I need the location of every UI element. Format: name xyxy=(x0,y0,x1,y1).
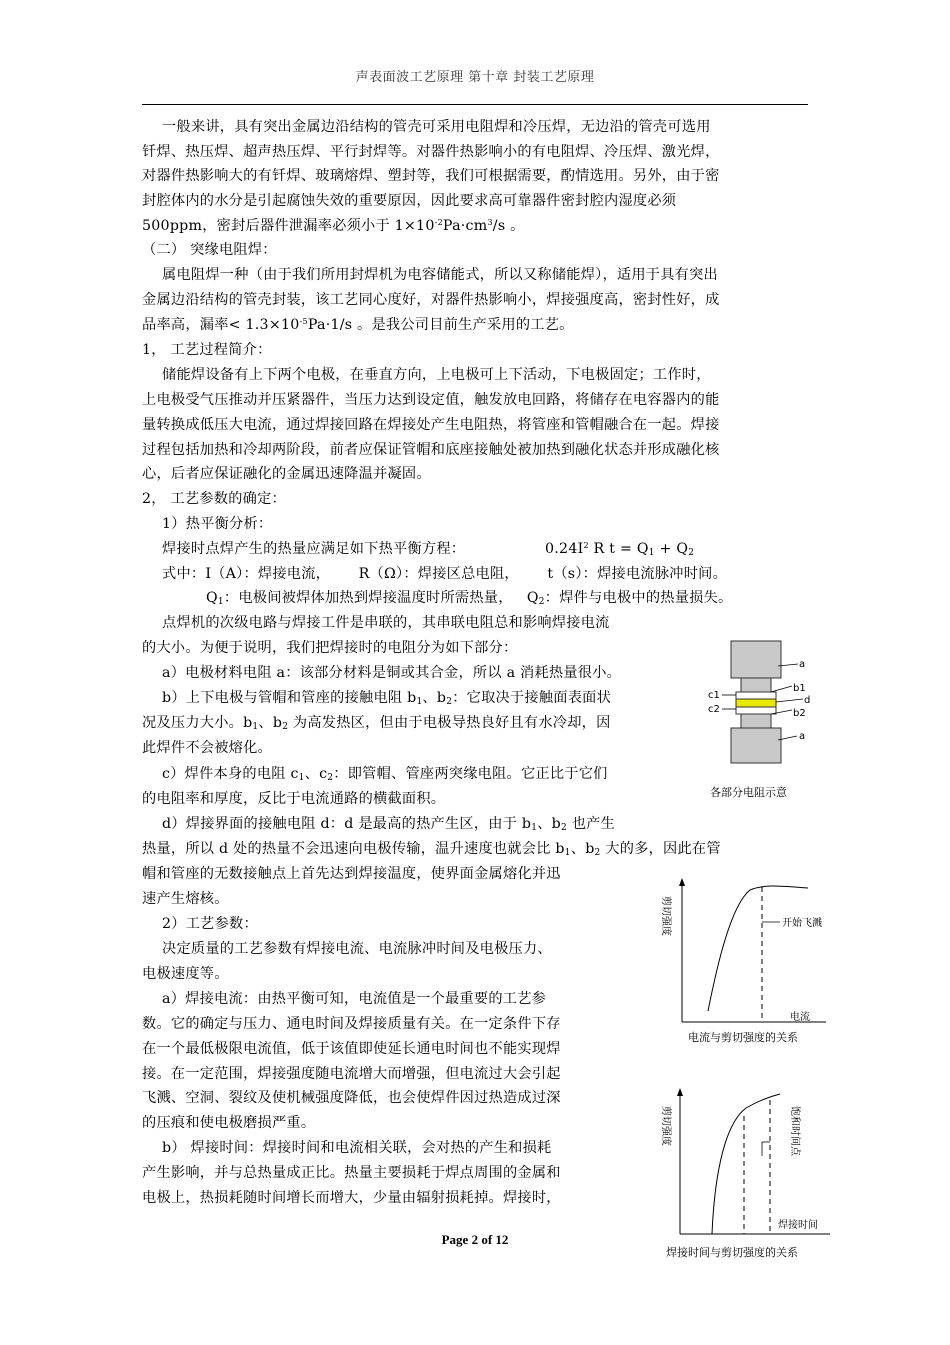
label-a-upper: a xyxy=(799,659,806,670)
text-line: 在一个最低极限电流值，低于该值即使延长通电时间也不能实现焊 xyxy=(142,1041,561,1057)
text-line: 对器件热影响大的有钎焊、玻璃熔焊、塑封等，我们可根据需要，酌情选用。另外，由于密 xyxy=(142,168,720,184)
text-line: c）焊件本身的电阻 $c_1$、$c_2$：即管帽、管座两突缘电阻。它正比于它们 xyxy=(162,766,608,783)
text-line: 500ppm，密封后器件泄漏率必须小于 $1\times 10^{-2}Pa\cdot cm^3/s$ 。 xyxy=(142,218,525,234)
text-line: 封腔体内的水分是引起腐蚀失效的重要原因，因此要求高可靠器件密封腔内湿度必须 xyxy=(142,193,677,209)
label-d: d xyxy=(804,695,811,706)
text-line: 属电阻焊一种（由于我们所用封焊机为电容储能式，所以又称储能焊），适用于具有突出 xyxy=(162,267,718,283)
resistance-diagram xyxy=(700,636,820,786)
label-c2: c2 xyxy=(708,704,720,715)
text-line: 焊接时点焊产生的热量应满足如下热平衡方程： xyxy=(162,541,466,557)
cap-flange xyxy=(736,692,776,699)
text-line: 式中：I（A）：焊接电流， R（Ω）：焊接区总电阻， t（s）：焊接电流脉冲时间。 xyxy=(162,566,728,582)
y-axis-arrow-icon xyxy=(677,1088,683,1096)
text-line: 的电阻率和厚度，反比于电流通路的横截面积。 xyxy=(142,791,446,807)
figure-caption: 各部分电阻示意 xyxy=(710,786,787,799)
text-line: 况及压力大小。$b_1$、$b_2$ 为高发热区，但由于电极导热良好且有水冷却，因 xyxy=(142,715,611,732)
text-line: d）焊接界面的接触电阻 d：d 是最高的热产生区，由于 $b_1$、$b_2$ 也产生 xyxy=(162,816,616,833)
time-strength-chart xyxy=(652,1086,832,1238)
text-line: 一般来讲，具有突出金属边沿结构的管壳可采用电阻焊和冷压焊，无边沿的管壳可选用 xyxy=(162,119,711,135)
subsection-heading: 2）工艺参数： xyxy=(162,916,258,932)
splash-annotation: 开始飞溅 xyxy=(782,918,822,929)
text-line: 过程包括加热和冷却两阶段，前者应保证管帽和底座接触处被加热到融化状态并形成融化核 xyxy=(142,442,720,458)
text-line: 决定质量的工艺参数有焊接电流、电流脉冲时间及电极压力、 xyxy=(162,941,552,957)
page-footer: Page 2 of 12 xyxy=(441,1232,509,1247)
text-line: 速产生熔核。 xyxy=(142,891,229,907)
x-axis-label: 焊接时间 xyxy=(778,1220,818,1231)
x-axis-label: 电流 xyxy=(790,1012,810,1023)
text-line: 点焊机的次级电路与焊接工件是串联的，其串联电阻总和影响焊接电流 xyxy=(162,615,610,631)
upper-electrode-tip xyxy=(741,678,771,692)
text-line: 的大小。为便于说明，我们把焊接时的电阻分为如下部分： xyxy=(142,640,518,656)
text-line: $Q_1$：电极间被焊体加热到焊接温度时所需热量， $Q_2$：焊件与电极中的热量损失。 xyxy=(206,590,733,607)
text-line: 产生影响，并与总热量成正比。热量主要损耗于焊点周围的金属和 xyxy=(142,1165,561,1181)
page-header: 声表面波工艺原理 第十章 封装工艺原理 xyxy=(355,70,595,85)
text-line: b）上下电极与管帽和管座的接触电阻 $b_1$、$b_2$：它取决于接触面表面状 xyxy=(162,690,612,707)
text-line: 量转换成低压大电流，通过焊接回路在焊接处产生电阻热，将管座和管帽融合在一起。焊接 xyxy=(142,417,720,433)
text-line: 此焊件不会被熔化。 xyxy=(142,740,272,756)
text-line: 电极上，热损耗随时间增长而增大，少量由辐射损耗掉。焊接时， xyxy=(142,1190,561,1206)
text-line: 热量，所以 d 处的热量不会迅速向电极传输，温升速度也就会比 $b_1$、$b_2$ 大的多，因此在管 xyxy=(142,841,721,858)
page-total: 12 xyxy=(495,1232,509,1247)
heat-balance-equation: $0.24I^2$ R $t = Q_1 + Q_2$ xyxy=(545,541,695,558)
figure-caption: 电流与剪切强度的关系 xyxy=(688,1031,798,1044)
text-line: 接。在一定范围，焊接强度随电流增大而增强，但电流过大会引起 xyxy=(142,1066,561,1082)
label-b2: b2 xyxy=(793,708,806,719)
text-line: 金属边沿结构的管壳封装，该工艺同心度好，对器件热影响小，焊接强度高，密封性好，成 xyxy=(142,292,720,308)
text-line: 电极速度等。 xyxy=(142,966,229,982)
strength-curve xyxy=(708,886,808,1011)
section-heading: 1， 工艺过程简介： xyxy=(142,342,272,358)
text-line: 品率高，漏率< $1.3\times 10^{-5}Pa\cdot 1/s$ 。是我公司目前生产采用的工艺。 xyxy=(142,317,574,333)
y-axis-arrow-icon xyxy=(679,878,685,886)
y-axis-label: 剪切强度 xyxy=(660,896,671,936)
base-flange xyxy=(736,707,776,714)
figure-caption: 焊接时间与剪切强度的关系 xyxy=(666,1246,798,1259)
saturation-annotation: 饱和时间点 xyxy=(789,1106,800,1156)
text-line: 上电极受气压推动并压紧器件，当压力达到设定值，触发放电回路，将储存在电容器内的能 xyxy=(142,392,720,408)
y-axis-label: 剪切强度 xyxy=(660,1106,671,1146)
section-heading: （二） 突缘电阻焊： xyxy=(142,242,277,258)
section-heading: 2， 工艺参数的确定： xyxy=(142,491,286,507)
subsection-heading: 1）热平衡分析： xyxy=(162,516,273,532)
text-line: a）电极材料电阻 a：该部分材料是铜或其合金，所以 a 消耗热量很小。 xyxy=(162,665,622,681)
weld-interface xyxy=(736,699,776,707)
lower-electrode-tip xyxy=(741,714,771,728)
label-a-lower: a xyxy=(799,731,806,742)
current-strength-chart xyxy=(650,876,830,1026)
lower-electrode xyxy=(731,728,781,763)
label-b1: b1 xyxy=(793,683,806,694)
text-line: 帽和管座的无数接触点上首先达到焊接温度，使界面金属熔化并迅 xyxy=(142,866,561,882)
text-line: 飞溅、空洞、裂纹及使机械强度降低，也会使焊件因过热造成过深 xyxy=(142,1090,561,1106)
text-line: 的压痕和使电极磨损严重。 xyxy=(142,1115,316,1131)
label-c1: c1 xyxy=(708,690,720,701)
upper-electrode xyxy=(731,641,781,678)
text-line: 数。它的确定与压力、通电时间及焊接质量有关。在一定条件下存 xyxy=(142,1016,561,1032)
page-number: 2 xyxy=(471,1232,479,1247)
text-line: b） 焊接时间：焊接时间和电流相关联，会对热的产生和损耗 xyxy=(162,1140,552,1156)
text-line: a）焊接电流：由热平衡可知，电流值是一个最重要的工艺参 xyxy=(162,991,547,1007)
text-line: 钎焊、热压焊、超声热压焊、平行封焊等。对器件热影响小的有电阻焊、冷压焊、激光焊， xyxy=(142,144,720,160)
text-line: 心，后者应保证融化的金属迅速降温并凝固。 xyxy=(142,466,431,482)
text-line: 储能焊设备有上下两个电极，在垂直方向，上电极可上下活动，下电极固定；工作时， xyxy=(162,367,711,383)
header-rule xyxy=(142,104,808,105)
